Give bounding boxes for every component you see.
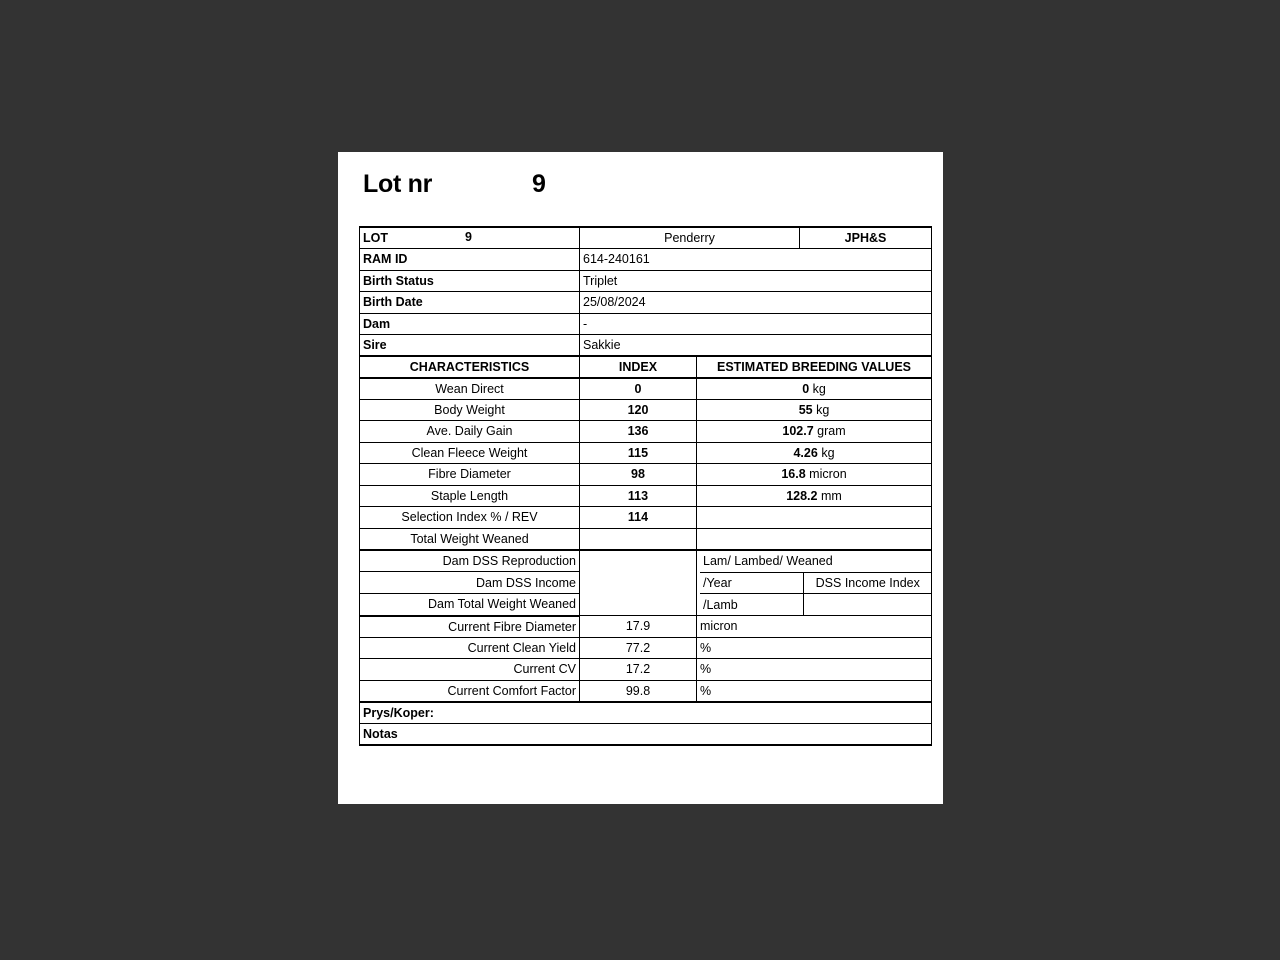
lot-label: LOT <box>363 231 388 245</box>
table-row <box>360 378 932 400</box>
table-row-current <box>360 680 932 702</box>
ebv-value: 102.7 <box>782 424 814 439</box>
table-row <box>360 399 932 421</box>
ram-id-label: RAM ID <box>360 249 580 271</box>
dam-value: - <box>580 313 932 335</box>
birth-status-value: Triplet <box>580 270 932 292</box>
owner-code: JPH&S <box>800 227 932 249</box>
page-title <box>363 170 546 199</box>
characteristic-name: Staple Length <box>360 485 580 507</box>
ebv-unit-text: kg <box>821 445 835 460</box>
sire-value: Sakkie <box>580 335 932 357</box>
current-measurement-name: Current Clean Yield <box>360 637 580 659</box>
dam-dss-index-cell <box>580 550 697 616</box>
dss-subrow-total-weight-weaned <box>700 594 932 616</box>
ebv-unit-text: gram <box>817 424 846 439</box>
dss-income-index-value <box>803 594 932 616</box>
characteristic-index: 120 <box>580 399 697 421</box>
table-row-current <box>360 637 932 659</box>
characteristic-name: Wean Direct <box>360 378 580 400</box>
characteristic-name: Body Weight <box>360 399 580 421</box>
dam-label: Dam <box>360 313 580 335</box>
dam-total-weight-weaned-label: Dam Total Weight Weaned <box>360 594 580 616</box>
table-row-sire <box>360 335 932 357</box>
catalogue-page <box>338 152 943 804</box>
notes-field[interactable] <box>360 723 932 745</box>
ebv-value: 16.8 <box>781 467 806 482</box>
characteristic-index: 136 <box>580 421 697 443</box>
current-measurement-value: 99.8 <box>580 680 697 702</box>
characteristic-ebv <box>697 528 932 550</box>
ram-data-table <box>359 226 932 746</box>
price-buyer-label: Prys/Koper: <box>363 705 434 720</box>
table-row-dam-dss-reproduction <box>360 550 932 572</box>
current-measurement-name: Current Comfort Factor <box>360 680 580 702</box>
dss-subrow-income <box>700 572 932 594</box>
dss-units-per-lamb: /Lamb <box>703 597 738 612</box>
current-measurement-name: Current CV <box>360 659 580 681</box>
characteristic-ebv <box>697 464 932 486</box>
characteristic-ebv <box>697 378 932 400</box>
dss-units-lam-lambed-weaned: Lam/ Lambed/ Weaned <box>700 551 932 573</box>
notes-label: Notas <box>363 726 398 741</box>
characteristic-ebv <box>697 442 932 464</box>
characteristic-index <box>580 528 697 550</box>
current-measurement-value: 17.9 <box>580 616 697 638</box>
ebv-value: 55 <box>798 402 813 417</box>
column-header-characteristics: CHARACTERISTICS <box>360 356 580 378</box>
birth-date-value: 25/08/2024 <box>580 292 932 314</box>
lot-cell <box>360 227 580 249</box>
current-measurement-name: Current Fibre Diameter <box>360 616 580 638</box>
characteristic-name: Clean Fleece Weight <box>360 442 580 464</box>
characteristic-name: Selection Index % / REV <box>360 507 580 529</box>
page-title-value: 9 <box>532 170 546 198</box>
dss-subrow-reproduction <box>700 551 932 573</box>
column-header-ebv: ESTIMATED BREEDING VALUES <box>697 356 932 378</box>
current-measurement-unit: % <box>697 659 932 681</box>
ram-id-value: 614-240161 <box>580 249 932 271</box>
table-row <box>360 528 932 550</box>
characteristic-index: 98 <box>580 464 697 486</box>
ebv-value: 0 <box>802 381 810 396</box>
dss-units-per-year: /Year <box>700 572 803 594</box>
characteristic-ebv <box>697 485 932 507</box>
characteristic-index: 115 <box>580 442 697 464</box>
birth-status-label: Birth Status <box>360 270 580 292</box>
characteristic-name: Total Weight Weaned <box>360 528 580 550</box>
table-row-current <box>360 616 932 638</box>
dss-income-index-label: DSS Income Index <box>803 572 932 594</box>
table-row-notes <box>360 723 932 745</box>
dam-dss-income-label: Dam DSS Income <box>360 572 580 594</box>
stud-name: Penderry <box>580 227 800 249</box>
characteristic-ebv <box>697 507 932 529</box>
price-buyer-field[interactable] <box>360 702 932 724</box>
dam-dss-values-cell <box>697 550 932 616</box>
table-row-characteristics-header <box>360 356 932 378</box>
characteristic-index: 114 <box>580 507 697 529</box>
column-header-index: INDEX <box>580 356 697 378</box>
table-row <box>360 421 932 443</box>
current-measurement-value: 17.2 <box>580 659 697 681</box>
characteristic-ebv <box>697 421 932 443</box>
table-row-current <box>360 659 932 681</box>
current-measurement-unit: % <box>697 680 932 702</box>
dam-dss-subtable <box>700 551 932 616</box>
table-row <box>360 485 932 507</box>
table-row-ram-id <box>360 249 932 271</box>
ebv-unit-text: micron <box>809 467 847 482</box>
table-row <box>360 464 932 486</box>
current-measurement-unit: micron <box>697 616 932 638</box>
ebv-unit-text: kg <box>816 402 830 417</box>
ebv-value: 128.2 <box>786 488 818 503</box>
dam-dss-reproduction-label: Dam DSS Reproduction <box>360 550 580 572</box>
table-row-price-buyer <box>360 702 932 724</box>
characteristic-index: 113 <box>580 485 697 507</box>
characteristic-index: 0 <box>580 378 697 400</box>
table-row-lot <box>360 227 932 249</box>
ebv-unit-text: kg <box>812 381 826 396</box>
table-row <box>360 442 932 464</box>
birth-date-label: Birth Date <box>360 292 580 314</box>
ebv-value: 4.26 <box>793 445 818 460</box>
characteristic-name: Ave. Daily Gain <box>360 421 580 443</box>
current-measurement-value: 77.2 <box>580 637 697 659</box>
sire-label: Sire <box>360 335 580 357</box>
table-row-dam <box>360 313 932 335</box>
table-row-birth-date <box>360 292 932 314</box>
characteristic-ebv <box>697 399 932 421</box>
table-row-birth-status <box>360 270 932 292</box>
characteristic-name: Fibre Diameter <box>360 464 580 486</box>
lot-value: 9 <box>465 230 472 244</box>
page-title-label: Lot nr <box>363 170 433 198</box>
ebv-unit-text: mm <box>820 488 842 503</box>
current-measurement-unit: % <box>697 637 932 659</box>
table-row <box>360 507 932 529</box>
